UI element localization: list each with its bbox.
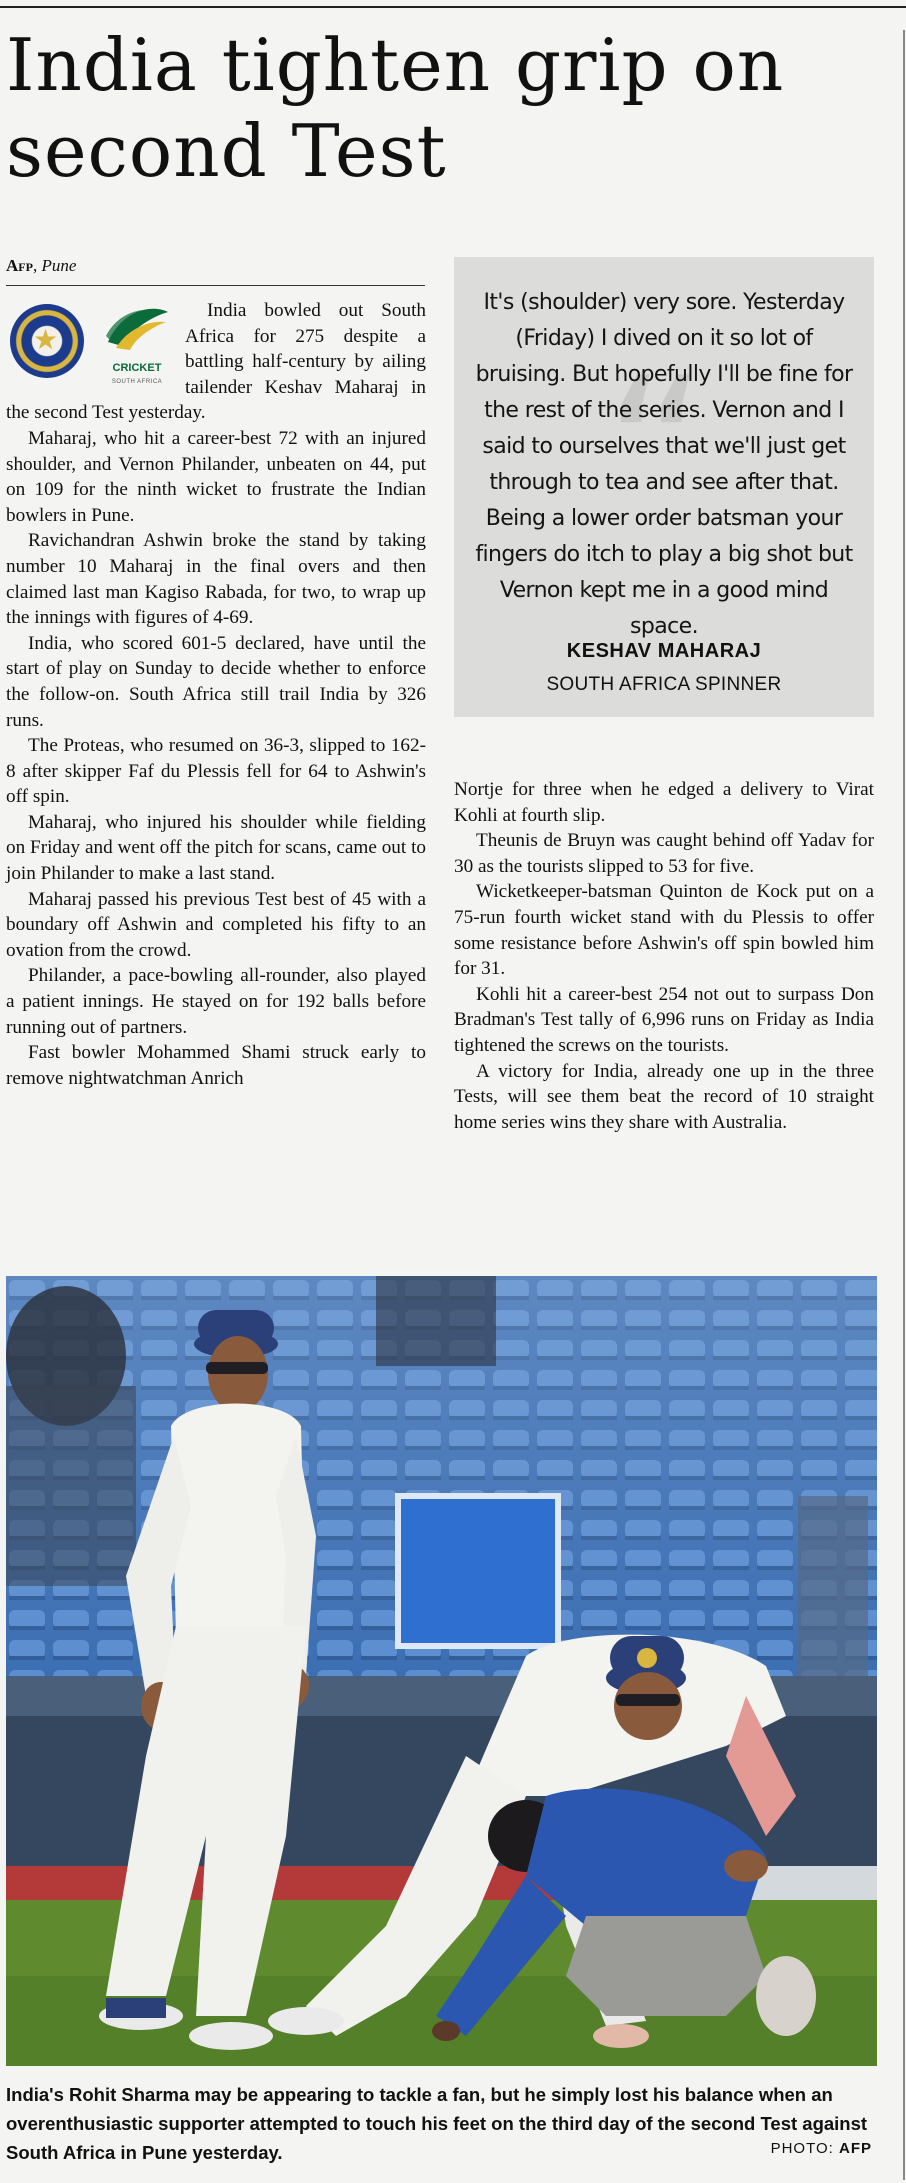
left-paragraph: Ravichandran Ashwin broke the stand by taking number 10 Maharaj in the final overs and then claimed last man Kagiso Rabada, for two, to wrap up the innings with figures of 4-69.	[6, 530, 426, 629]
dateline	[6, 256, 76, 276]
bcci-star-icon: ★	[33, 325, 59, 356]
quote-mark-icon: “	[604, 335, 708, 568]
left-paragraph: Maharaj, who hit a career-best 72 with an injured shoulder, and Vernon Philander, unbeaten on 44, put on 109 for the ninth wicket to frustrate the Indian bowlers in Pune.	[6, 427, 426, 526]
right-paragraph: A victory for India, already one up in the three Tests, will see them beat the record of 10 straight home series wins they share with Australia.	[454, 1060, 874, 1133]
article-right-column	[454, 777, 874, 1135]
stadium-screen	[398, 1496, 558, 1646]
photo-credit-source: AFP	[839, 2140, 872, 2157]
left-paragraph: Maharaj passed his previous Test best of 45 with a boundary off Ashwin and completed his fifty to an ovation from the crowd.	[6, 888, 426, 961]
photo-caption: India's Rohit Sharma may be appearing to tackle a fan, but he simply lost his balance when an overenthusiastic supporter attempted to touch his feet on the third day of the second Test against South Africa in Pune yesterday.	[6, 2084, 868, 2163]
photo-credit-label: PHOTO:	[770, 2140, 834, 2157]
right-paragraph: Nortje for three when he edged a delivery to Virat Kohli at fourth slip.	[454, 779, 874, 826]
headline: India tighten grip on second Test	[6, 23, 785, 193]
right-rule	[903, 30, 905, 2180]
pull-quote-name: KESHAV MAHARAJ	[566, 640, 762, 662]
news-photo	[6, 1276, 877, 2066]
protea-leaf-icon	[102, 302, 172, 352]
top-rule	[0, 6, 906, 8]
right-paragraph: Kohli hit a career-best 254 not out to surpass Don Bradman's Test tally of 6,996 runs on Friday as India tightened the screws on the tourists.	[454, 983, 874, 1056]
dateline-rule	[6, 285, 425, 286]
dateline-separator: ,	[32, 256, 38, 275]
photo-credit	[771, 2140, 872, 2157]
right-paragraph: Wicketkeeper-batsman Quinton de Kock put on a 75-run fourth wicket stand with du Plessis to offer some resistance before Ashwin's off spin bowled him for 31.	[454, 881, 874, 980]
team-logos	[6, 298, 181, 390]
cricket-field-photo	[6, 1276, 877, 2066]
dateline-place: Pune	[41, 256, 77, 275]
dateline-agency: Afp	[6, 256, 33, 275]
left-paragraph: India, who scored 601-5 declared, have until the start of play on Sunday to decide whether to enforce the follow-on. South Africa still trail India by 326 runs.	[6, 632, 426, 731]
left-paragraph: Maharaj, who injured his shoulder while fielding on Friday and went off the pitch for scans, came out to join Philander to make a last stand.	[6, 811, 426, 885]
article-left-column	[6, 298, 426, 1091]
pull-quote-box	[454, 257, 874, 717]
left-paragraph: The Proteas, who resumed on 36-3, slipped to 162-8 after skipper Faf du Plessis fell for 64 to Ashwin's off spin.	[6, 735, 426, 808]
cricket-south-africa-logo-icon	[96, 302, 178, 386]
right-paragraph: Theunis de Bruyn was caught behind off Yadav for 30 as the tourists slipped to 53 for five.	[454, 830, 874, 877]
pull-quote-text: It's (shoulder) very sore. Yesterday (Friday) I dived on it so lot of bruising. But hopefully I'll be fine for the rest of the series. Vernon and I said to ourselves that we'll just get through to tea and see after that. Being a lower order batsman your fingers do itch to play a big shot but Vernon kept me in a good mind space.	[475, 290, 853, 639]
left-paragraph: India bowled out South Africa for 275 despite a battling half-century by ailing tailender Keshav Maharaj in the second Test yesterday.	[6, 300, 426, 424]
left-paragraph: Fast bowler Mohammed Shami struck early to remove nightwatchman Anrich	[6, 1042, 426, 1089]
csa-logo-subtext: SOUTH AFRICA	[111, 379, 163, 385]
pull-quote-role: SOUTH AFRICA SPINNER	[546, 674, 782, 695]
csa-logo-text: CRICKET	[112, 362, 162, 374]
left-paragraph: Philander, a pace-bowling all-rounder, also played a patient innings. He stayed on for 192 balls before running out of partners.	[6, 965, 426, 1038]
bcci-logo-icon	[10, 304, 84, 378]
